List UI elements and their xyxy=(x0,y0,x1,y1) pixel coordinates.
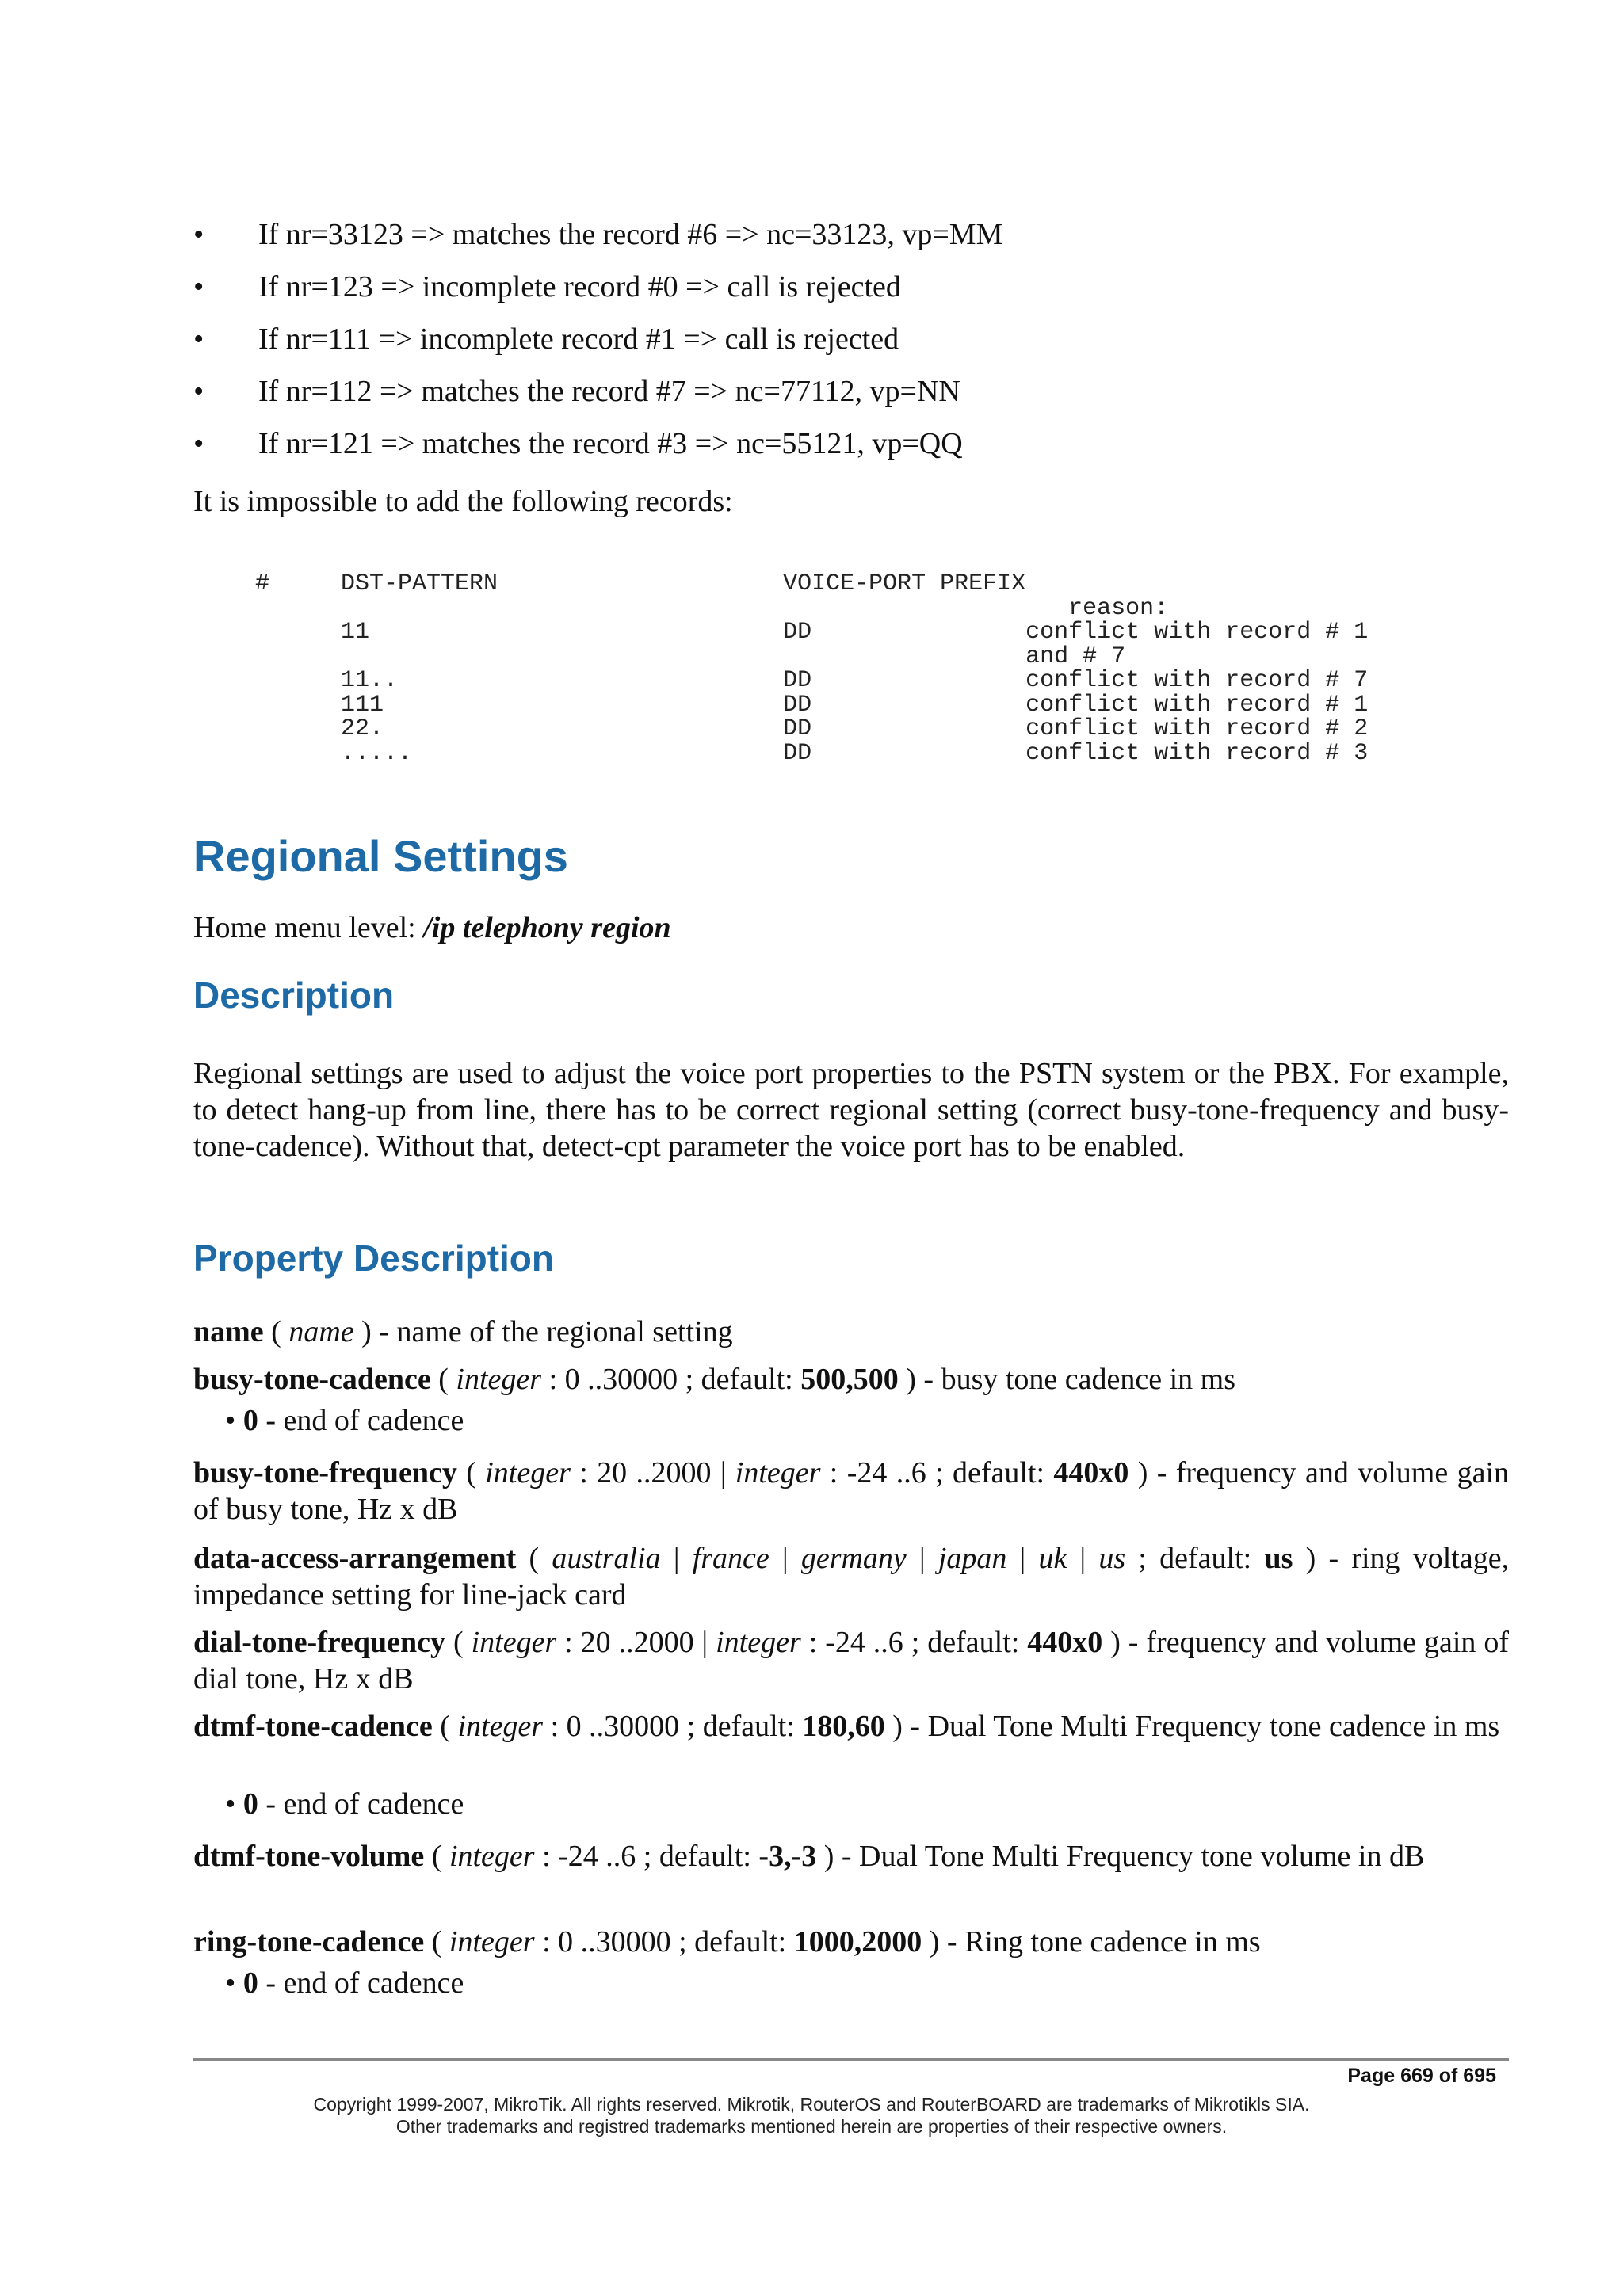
bullet-icon: • xyxy=(193,322,204,356)
copyright-line-1: Copyright 1999-2007, MikroTik. All rights reserved. Mikrotik, RouterOS and RouterBOARD are trademarks of Mikrotikls SIA. xyxy=(313,2094,1310,2115)
home-menu-level: Home menu level: /ip telephony region xyxy=(193,911,671,944)
property-name: name ( name ) - name of the regional setting xyxy=(193,1315,733,1348)
property-busy-tone-frequency: busy-tone-frequency ( integer : 20 ..2000 | integer : -24 ..6 ; default: 440x0 ) - frequency and volume gain of busy tone, Hz x dB xyxy=(193,1456,1510,1526)
property-dtmf-tone-volume: dtmf-tone-volume ( integer : -24 ..6 ; default: -3,-3 ) - Dual Tone Multi Frequency tone volume in dB xyxy=(193,1840,1425,1873)
list-item: • If nr=121 => matches the record #3 => nc=55121, vp=QQ xyxy=(193,421,1002,474)
list-item: • If nr=112 => matches the record #7 => nc=77112, vp=NN xyxy=(193,369,1002,421)
menu-path: /ip telephony region xyxy=(423,911,671,944)
list-item: • If nr=123 => incomplete record #0 => call is rejected xyxy=(193,265,1002,317)
page-number: Page 669 of 695 xyxy=(1347,2065,1496,2087)
bullet-icon: • xyxy=(193,218,204,251)
match-examples-list xyxy=(193,212,1002,474)
list-item: • If nr=33123 => matches the record #6 => nc=33123, vp=MM xyxy=(193,212,1002,265)
list-item: • If nr=111 => incomplete record #1 => call is rejected xyxy=(193,317,1002,369)
description-heading: Description xyxy=(193,974,395,1016)
bullet-icon: • xyxy=(193,375,204,408)
property-description-heading: Property Description xyxy=(193,1238,554,1279)
footer-divider xyxy=(193,2058,1509,2061)
property-dial-tone-frequency: dial-tone-frequency ( integer : 20 ..2000 | integer : -24 ..6 ; default: 440x0 ) - frequency and volume gain of dial tone, Hz x dB xyxy=(193,1626,1509,1695)
bullet-icon: • xyxy=(193,427,204,460)
property-busy-tone-cadence: busy-tone-cadence ( integer : 0 ..30000 ; default: 500,500 ) - busy tone cadence in ms xyxy=(193,1363,1236,1396)
bullet-icon: • xyxy=(193,270,204,303)
section-title: Regional Settings xyxy=(193,831,568,881)
code-block: # DST-PATTERN VOICE-PORT PREFIX reason: 11 DD conflict with record # 1 and # 7 11.. DD conflict with record # 7 111 DD conflict with record # 1 22. DD conflict with record # 2 ..... DD conflict with record # 3 xyxy=(255,570,1369,767)
description-text: Regional settings are used to adjust the voice port properties to the PSTN system or the PBX. For example, to detect hang-up from line, there has to be correct regional setting (correct busy-tone-frequency and busy-tone-cadence). Without that, detect-cpt parameter the voice port has to be enabled. xyxy=(193,1057,1509,1163)
property-data-access-arrangement: data-access-arrangement ( australia | france | germany | japan | uk | us ; default: us ) - ring voltage, impedance setting for line-jack card xyxy=(193,1542,1510,1611)
property-ring-tone-cadence: ring-tone-cadence ( integer : 0 ..30000 ; default: 1000,2000 ) - Ring tone cadence in ms xyxy=(193,1925,1261,1958)
end-of-cadence-note: • 0 - end of cadence xyxy=(225,1966,464,2000)
copyright-line-2: Other trademarks and registred trademarks mentioned herein are properties of their respective owners. xyxy=(395,2116,1228,2137)
end-of-cadence-note: • 0 - end of cadence xyxy=(225,1787,464,1821)
intro-text: It is impossible to add the following records: xyxy=(193,485,733,518)
end-of-cadence-note: • 0 - end of cadence xyxy=(225,1404,464,1437)
property-dtmf-tone-cadence: dtmf-tone-cadence ( integer : 0 ..30000 ; default: 180,60 ) - Dual Tone Multi Frequency tone cadence in ms xyxy=(193,1710,1500,1743)
